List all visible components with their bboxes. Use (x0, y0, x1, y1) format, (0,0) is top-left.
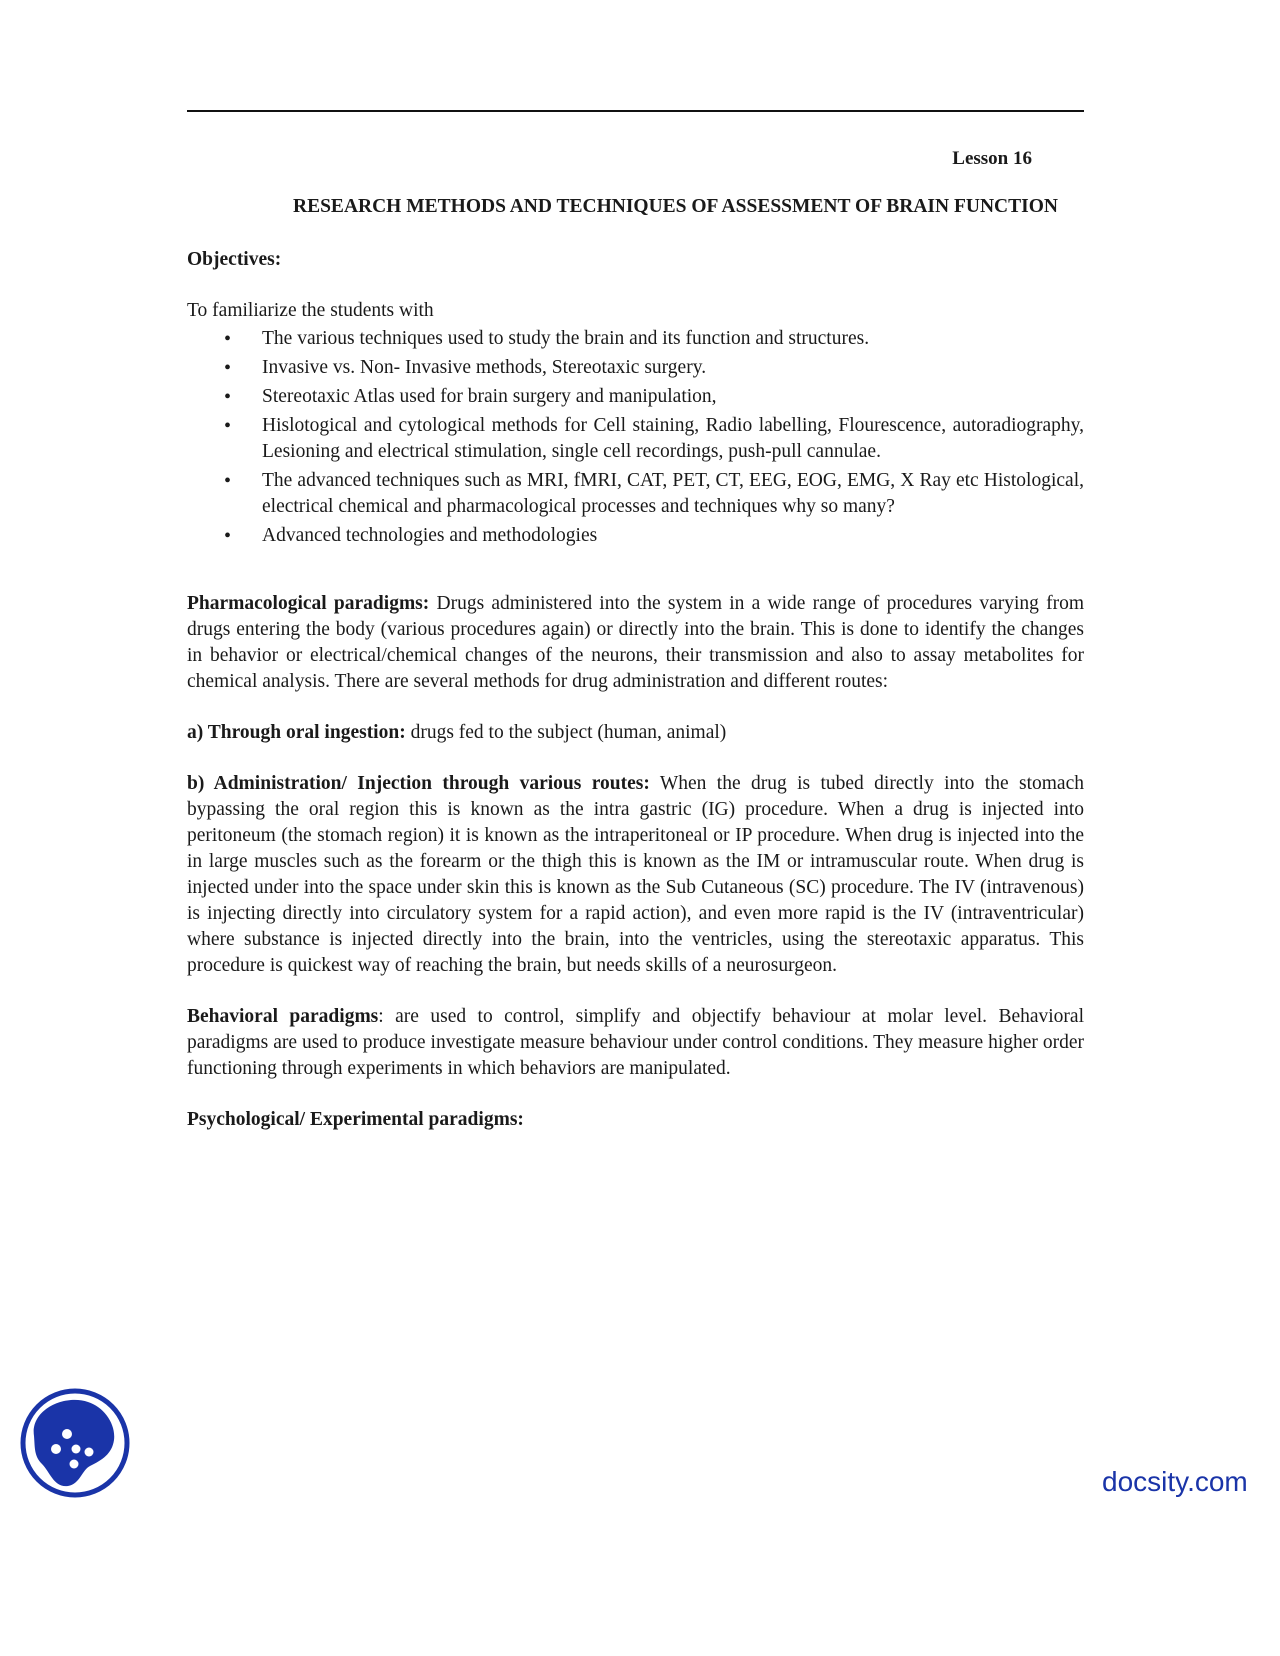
header-rule (187, 110, 1084, 112)
list-item: • The various techniques used to study the brain and its function and structures. (262, 326, 1084, 352)
objectives-heading: Objectives: (187, 249, 282, 270)
oral-ingestion-paragraph (187, 720, 1084, 746)
document-title: RESEARCH METHODS AND TECHNIQUES OF ASSESSMENT OF BRAIN FUNCTION (293, 196, 1058, 217)
lesson-number: Lesson 16 (952, 148, 1032, 169)
list-item: • The advanced techniques such as MRI, fMRI, CAT, PET, CT, EEG, EOG, EMG, X Ray etc Histological, electrical chemical and pharmacological processes and techniques why so many? (262, 468, 1084, 520)
document-body (187, 146, 1084, 1133)
docsity-brand-link[interactable]: docsity.com (1102, 1466, 1248, 1497)
docsity-logo-icon[interactable] (20, 1388, 130, 1498)
behavioral-paragraph (187, 1004, 1084, 1082)
injection-routes-paragraph (187, 771, 1084, 979)
list-item: • Invasive vs. Non- Invasive methods, Stereotaxic surgery. (262, 355, 1084, 381)
pharmacological-text: Drugs administered into the system in a wide range of procedures varying from drugs entering the body (various procedures again) or directly into the brain. This is done to identify the changes in behavior or electrical/chemical changes of the neurons, their transmission and also to assay metabolites for chemical analysis. There are several methods for drug administration and different routes: (187, 593, 1085, 692)
pharmacological-heading: Pharmacological paradigms: (187, 593, 430, 614)
list-item: • Hislotogical and cytological methods for Cell staining, Radio labelling, Flourescence, autoradiography, Lesioning and electrical stimulation, single cell recordings, push-pull cannulae. (262, 413, 1084, 465)
objectives-list (187, 326, 1084, 549)
oral-ingestion-heading: a) Through oral ingestion: (187, 722, 406, 743)
behavioral-heading: Behavioral paradigms (187, 1006, 379, 1027)
pharmacological-paragraph (187, 591, 1084, 695)
list-item: • Stereotaxic Atlas used for brain surgery and manipulation, (262, 384, 1084, 410)
psychological-heading: Psychological/ Experimental paradigms: (187, 1109, 524, 1130)
behavioral-text: : are used to control, simplify and objectify behaviour at molar level. Behavioral paradigms are used to produce investigate measure behaviour under control conditions. They measure higher order functioning through experiments in which behaviors are manipulated. (187, 1006, 1085, 1079)
oral-ingestion-text: drugs fed to the subject (human, animal) (405, 722, 727, 743)
injection-routes-heading: b) Administration/ Injection through various routes: (187, 773, 650, 794)
injection-routes-text: When the drug is tubed directly into the stomach bypassing the oral region this is known as the intra gastric (IG) procedure. When a drug is injected into peritoneum (the stomach region) it is known as the intraperitoneal or IP procedure. When drug is injected into the in large muscles such as the forearm or the thigh this is known as the IM or intramuscular route. When drug is injected under into the space under skin this is known as the Sub Cutaneous (SC) procedure. The IV (intravenous) is injecting directly into circulatory system for a rapid action), and even more rapid is the IV (intraventricular) where substance is injected directly into the brain, into the ventricles, using the stereotaxic apparatus. This procedure is quickest way of reaching the brain, but needs skills of a neurosurgeon. (187, 773, 1084, 976)
objectives-intro: To familiarize the students with (187, 300, 434, 321)
list-item: • Advanced technologies and methodologies (262, 523, 1084, 549)
